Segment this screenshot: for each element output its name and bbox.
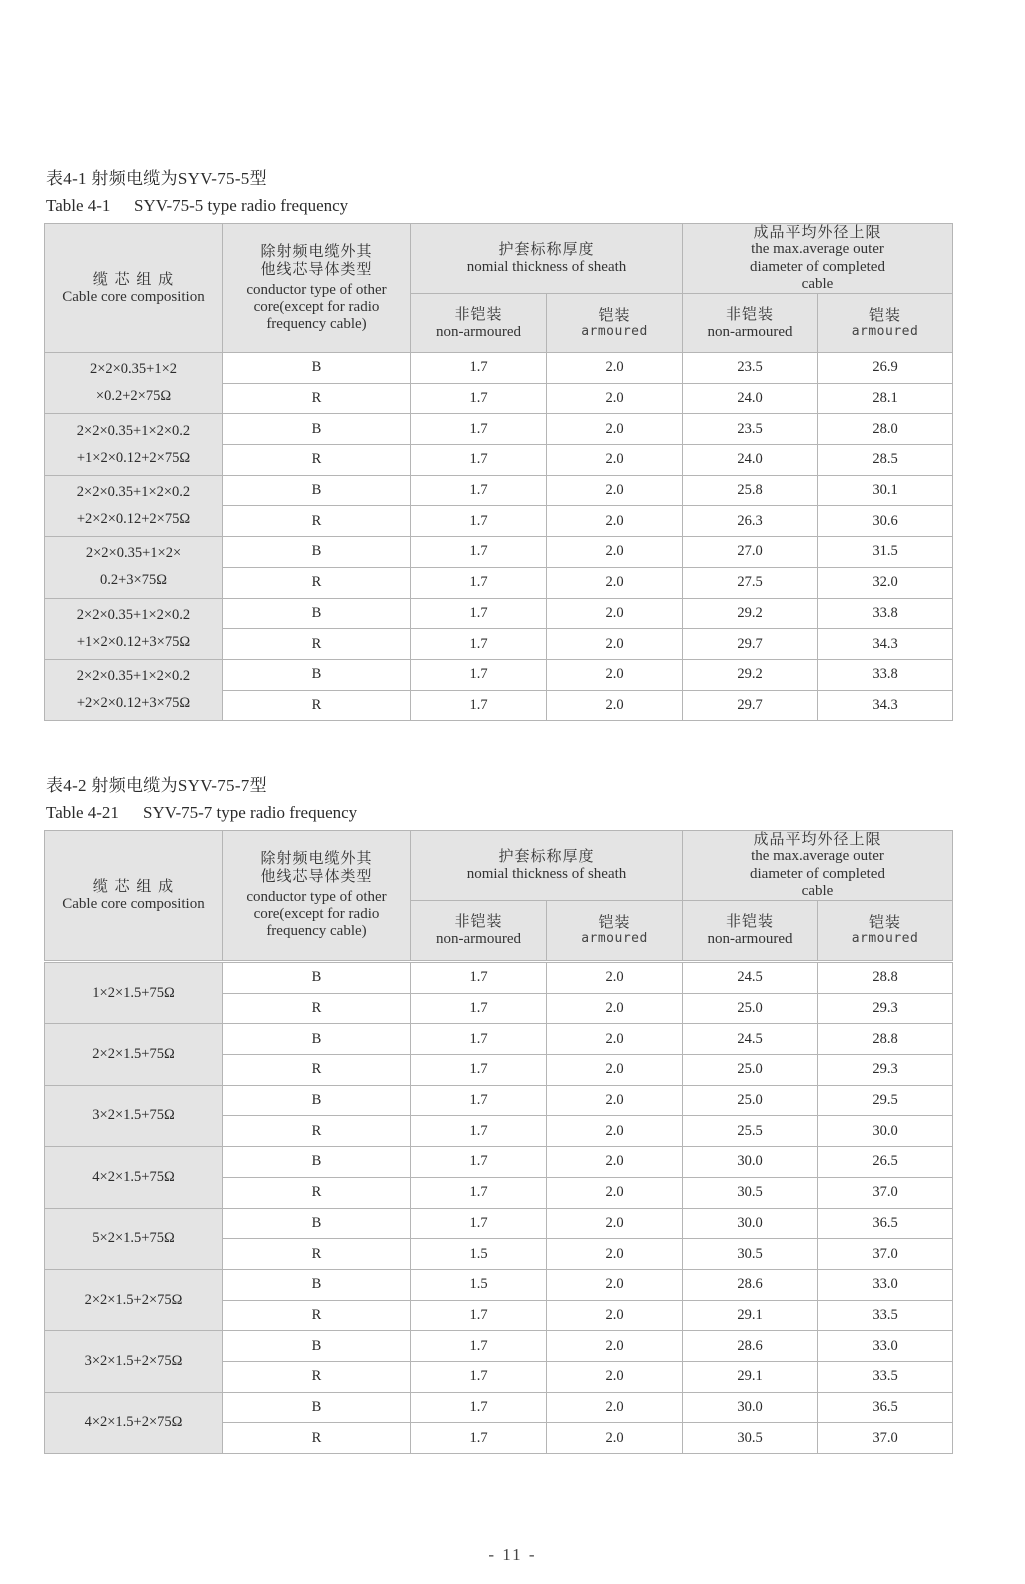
conductor-type-cell: R: [223, 1361, 411, 1392]
core-composition-line: +1×2×0.12+3×75Ω: [76, 633, 191, 650]
sheath-armoured-cell: 2.0: [547, 690, 683, 721]
sheath-armoured-cell: 2.0: [547, 1239, 683, 1270]
header-outer-diameter: 成品平均外径上限 the max.average outer diameter of completed cable: [683, 224, 953, 294]
conductor-type-cell: B: [223, 353, 411, 384]
conductor-type-cell: R: [223, 567, 411, 598]
core-composition-line: 2×2×0.35+1×2: [89, 361, 178, 378]
core-composition-cell: [45, 1085, 223, 1146]
conductor-type-cell: R: [223, 383, 411, 414]
sheath-armoured-cell: 2.0: [547, 353, 683, 384]
core-composition-line: 4×2×1.5+2×75Ω: [84, 1414, 183, 1431]
sheath-nonarmoured-cell: 1.7: [411, 1055, 547, 1086]
diameter-nonarmoured-cell: 25.0: [683, 1085, 818, 1116]
core-composition-line: 5×2×1.5+75Ω: [92, 1230, 175, 1247]
core-composition-cell: [45, 598, 223, 659]
diameter-nonarmoured-cell: 28.6: [683, 1331, 818, 1362]
diameter-armoured-cell: 26.5: [818, 1147, 953, 1178]
sheath-nonarmoured-cell: 1.7: [411, 1300, 547, 1331]
conductor-type-cell: R: [223, 506, 411, 537]
sheath-armoured-cell: 2.0: [547, 629, 683, 660]
conductor-type-cell: B: [223, 598, 411, 629]
core-composition-cell: [45, 659, 223, 720]
diameter-armoured-cell: 29.3: [818, 1055, 953, 1086]
diameter-armoured-cell: 33.8: [818, 598, 953, 629]
diameter-nonarmoured-cell: 24.5: [683, 963, 818, 994]
core-composition-cell: [45, 475, 223, 536]
core-composition-line: 2×2×0.35+1×2×: [85, 545, 182, 562]
diameter-armoured-cell: 30.0: [818, 1116, 953, 1147]
diameter-armoured-cell: 33.0: [818, 1331, 953, 1362]
sheath-armoured-cell: 2.0: [547, 475, 683, 506]
table-row: [45, 659, 953, 690]
table1-caption-en: [46, 196, 348, 216]
diameter-armoured-cell: 33.0: [818, 1269, 953, 1300]
sheath-nonarmoured-cell: 1.7: [411, 475, 547, 506]
diameter-armoured-cell: 28.8: [818, 963, 953, 994]
core-composition-cell: [45, 353, 223, 414]
conductor-type-cell: B: [223, 659, 411, 690]
core-composition-cell: [45, 1147, 223, 1208]
sheath-armoured-cell: 2.0: [547, 1024, 683, 1055]
header-sheath-thickness: 护套标称厚度 nomial thickness of sheath: [411, 831, 683, 901]
table-row: [45, 475, 953, 506]
sheath-nonarmoured-cell: 1.7: [411, 963, 547, 994]
table1-caption-cn: 表4-1 射频电缆为SYV-75-5型: [46, 169, 267, 188]
sheath-nonarmoured-cell: 1.7: [411, 659, 547, 690]
diameter-armoured-cell: 33.8: [818, 659, 953, 690]
sheath-armoured-cell: 2.0: [547, 1116, 683, 1147]
sheath-nonarmoured-cell: 1.7: [411, 690, 547, 721]
diameter-armoured-cell: 33.5: [818, 1300, 953, 1331]
core-composition-line: +2×2×0.12+2×75Ω: [76, 510, 191, 527]
sheath-armoured-cell: 2.0: [547, 1208, 683, 1239]
diameter-nonarmoured-cell: 29.2: [683, 598, 818, 629]
table-row: [45, 353, 953, 384]
diameter-nonarmoured-cell: 29.7: [683, 629, 818, 660]
sheath-nonarmoured-cell: 1.7: [411, 1361, 547, 1392]
core-composition-cell: [45, 1331, 223, 1392]
sheath-armoured-cell: 2.0: [547, 1147, 683, 1178]
sheath-nonarmoured-cell: 1.7: [411, 383, 547, 414]
diameter-nonarmoured-cell: 28.6: [683, 1269, 818, 1300]
table-row: [45, 1392, 953, 1423]
sheath-nonarmoured-cell: 1.7: [411, 445, 547, 476]
conductor-type-cell: R: [223, 1300, 411, 1331]
diameter-armoured-cell: 29.3: [818, 993, 953, 1024]
sheath-nonarmoured-cell: 1.7: [411, 1147, 547, 1178]
header-sheath-armoured: 铠装 armoured: [547, 294, 683, 354]
conductor-type-cell: R: [223, 993, 411, 1024]
sheath-nonarmoured-cell: 1.7: [411, 1116, 547, 1147]
diameter-armoured-cell: 26.9: [818, 353, 953, 384]
sheath-armoured-cell: 2.0: [547, 1085, 683, 1116]
table2-body: [44, 962, 952, 1454]
header-diameter-armoured: 铠装 armoured: [818, 901, 953, 961]
table2-caption-number: Table 4-21: [46, 803, 119, 822]
core-composition-line: 2×2×0.35+1×2×0.2: [76, 422, 191, 439]
sheath-nonarmoured-cell: 1.7: [411, 1177, 547, 1208]
sheath-nonarmoured-cell: 1.7: [411, 1331, 547, 1362]
diameter-armoured-cell: 37.0: [818, 1177, 953, 1208]
sheath-armoured-cell: 2.0: [547, 993, 683, 1024]
sheath-armoured-cell: 2.0: [547, 1361, 683, 1392]
diameter-nonarmoured-cell: 27.0: [683, 537, 818, 568]
conductor-type-cell: B: [223, 1024, 411, 1055]
core-composition-cell: [45, 1208, 223, 1269]
sheath-nonarmoured-cell: 1.7: [411, 506, 547, 537]
core-composition-line: 1×2×1.5+75Ω: [92, 984, 175, 1001]
diameter-nonarmoured-cell: 29.2: [683, 659, 818, 690]
table-row: [45, 598, 953, 629]
table-row: [45, 1147, 953, 1178]
diameter-armoured-cell: 30.1: [818, 475, 953, 506]
diameter-nonarmoured-cell: 25.5: [683, 1116, 818, 1147]
diameter-armoured-cell: 30.6: [818, 506, 953, 537]
sheath-nonarmoured-cell: 1.7: [411, 993, 547, 1024]
diameter-nonarmoured-cell: 25.0: [683, 1055, 818, 1086]
diameter-nonarmoured-cell: 25.0: [683, 993, 818, 1024]
diameter-nonarmoured-cell: 24.5: [683, 1024, 818, 1055]
diameter-nonarmoured-cell: 30.0: [683, 1392, 818, 1423]
diameter-nonarmoured-cell: 24.0: [683, 383, 818, 414]
diameter-armoured-cell: 28.5: [818, 445, 953, 476]
sheath-nonarmoured-cell: 1.7: [411, 353, 547, 384]
diameter-nonarmoured-cell: 29.1: [683, 1361, 818, 1392]
diameter-nonarmoured-cell: 27.5: [683, 567, 818, 598]
table2-caption-en: [46, 803, 357, 823]
table2-header: [44, 830, 952, 961]
sheath-armoured-cell: 2.0: [547, 1423, 683, 1454]
diameter-armoured-cell: 28.8: [818, 1024, 953, 1055]
conductor-type-cell: B: [223, 963, 411, 994]
table-row: [45, 537, 953, 568]
diameter-armoured-cell: 34.3: [818, 690, 953, 721]
table-row: [45, 1331, 953, 1362]
table-row: [45, 414, 953, 445]
table1-caption-title: SYV-75-5 type radio frequency: [134, 196, 349, 215]
diameter-armoured-cell: 34.3: [818, 629, 953, 660]
diameter-armoured-cell: 31.5: [818, 537, 953, 568]
sheath-nonarmoured-cell: 1.7: [411, 598, 547, 629]
table-row: [45, 1269, 953, 1300]
diameter-armoured-cell: 28.1: [818, 383, 953, 414]
header-core-composition: 缆 芯 组 成 Cable core composition: [45, 224, 223, 354]
header-core-composition: 缆 芯 组 成 Cable core composition: [45, 831, 223, 961]
diameter-nonarmoured-cell: 30.5: [683, 1177, 818, 1208]
diameter-nonarmoured-cell: 29.7: [683, 690, 818, 721]
core-composition-line: 0.2+3×75Ω: [99, 572, 167, 589]
core-composition-line: +1×2×0.12+2×75Ω: [76, 449, 191, 466]
diameter-nonarmoured-cell: 26.3: [683, 506, 818, 537]
conductor-type-cell: B: [223, 1208, 411, 1239]
sheath-nonarmoured-cell: 1.7: [411, 1024, 547, 1055]
diameter-nonarmoured-cell: 23.5: [683, 414, 818, 445]
table1-body: [44, 352, 952, 721]
conductor-type-cell: B: [223, 1085, 411, 1116]
diameter-nonarmoured-cell: 30.5: [683, 1239, 818, 1270]
core-composition-line: 2×2×0.35+1×2×0.2: [76, 483, 191, 500]
core-composition-cell: [45, 1024, 223, 1085]
sheath-nonarmoured-cell: 1.7: [411, 1208, 547, 1239]
sheath-nonarmoured-cell: 1.7: [411, 414, 547, 445]
core-composition-cell: [45, 1269, 223, 1330]
header-outer-diameter: 成品平均外径上限 the max.average outer diameter of completed cable: [683, 831, 953, 901]
diameter-armoured-cell: 28.0: [818, 414, 953, 445]
header-sheath-armoured: 铠装 armoured: [547, 901, 683, 961]
conductor-type-cell: R: [223, 690, 411, 721]
conductor-type-cell: R: [223, 1423, 411, 1454]
header-conductor-type: 除射频电缆外其他线芯导体类型 conductor type of other core(except for radio frequency cable): [223, 224, 411, 354]
diameter-armoured-cell: 32.0: [818, 567, 953, 598]
sheath-armoured-cell: 2.0: [547, 383, 683, 414]
sheath-armoured-cell: 2.0: [547, 567, 683, 598]
sheath-armoured-cell: 2.0: [547, 1269, 683, 1300]
header-diameter-nonarmoured: 非铠装 non-armoured: [683, 901, 818, 961]
sheath-nonarmoured-cell: 1.7: [411, 629, 547, 660]
conductor-type-cell: R: [223, 1177, 411, 1208]
core-composition-line: 2×2×1.5+75Ω: [92, 1046, 175, 1063]
sheath-armoured-cell: 2.0: [547, 659, 683, 690]
conductor-type-cell: B: [223, 1147, 411, 1178]
sheath-armoured-cell: 2.0: [547, 414, 683, 445]
sheath-nonarmoured-cell: 1.7: [411, 1085, 547, 1116]
diameter-nonarmoured-cell: 29.1: [683, 1300, 818, 1331]
sheath-nonarmoured-cell: 1.7: [411, 1423, 547, 1454]
sheath-armoured-cell: 2.0: [547, 506, 683, 537]
diameter-nonarmoured-cell: 30.0: [683, 1208, 818, 1239]
diameter-nonarmoured-cell: 30.0: [683, 1147, 818, 1178]
table2-caption-cn: 表4-2 射频电缆为SYV-75-7型: [46, 776, 267, 795]
header-sheath-thickness: 护套标称厚度 nomial thickness of sheath: [411, 224, 683, 294]
header-sheath-nonarmoured: 非铠装 non-armoured: [411, 294, 547, 354]
diameter-armoured-cell: 36.5: [818, 1208, 953, 1239]
core-composition-cell: [45, 414, 223, 475]
core-composition-line: 2×2×0.35+1×2×0.2: [76, 606, 191, 623]
sheath-nonarmoured-cell: 1.7: [411, 1392, 547, 1423]
header-diameter-nonarmoured: 非铠装 non-armoured: [683, 294, 818, 354]
sheath-nonarmoured-cell: 1.7: [411, 567, 547, 598]
header-sheath-nonarmoured: 非铠装 non-armoured: [411, 901, 547, 961]
sheath-armoured-cell: 2.0: [547, 1300, 683, 1331]
table2-caption-title: SYV-75-7 type radio frequency: [143, 803, 358, 822]
conductor-type-cell: B: [223, 1392, 411, 1423]
conductor-type-cell: B: [223, 414, 411, 445]
conductor-type-cell: R: [223, 1055, 411, 1086]
sheath-armoured-cell: 2.0: [547, 1055, 683, 1086]
core-composition-line: 4×2×1.5+75Ω: [92, 1168, 175, 1185]
diameter-armoured-cell: 33.5: [818, 1361, 953, 1392]
sheath-nonarmoured-cell: 1.5: [411, 1239, 547, 1270]
core-composition-line: ×0.2+2×75Ω: [95, 388, 172, 405]
table1-caption-number: Table 4-1: [46, 196, 111, 215]
diameter-nonarmoured-cell: 30.5: [683, 1423, 818, 1454]
sheath-armoured-cell: 2.0: [547, 537, 683, 568]
sheath-armoured-cell: 2.0: [547, 598, 683, 629]
sheath-armoured-cell: 2.0: [547, 445, 683, 476]
table-row: [45, 1085, 953, 1116]
sheath-nonarmoured-cell: 1.7: [411, 537, 547, 568]
core-composition-cell: [45, 1392, 223, 1453]
sheath-nonarmoured-cell: 1.5: [411, 1269, 547, 1300]
table-row: [45, 963, 953, 994]
diameter-armoured-cell: 37.0: [818, 1239, 953, 1270]
conductor-type-cell: R: [223, 1116, 411, 1147]
core-composition-cell: [45, 537, 223, 598]
diameter-armoured-cell: 37.0: [818, 1423, 953, 1454]
conductor-type-cell: R: [223, 629, 411, 660]
core-composition-line: 3×2×1.5+2×75Ω: [84, 1352, 183, 1369]
conductor-type-cell: B: [223, 475, 411, 506]
conductor-type-cell: R: [223, 445, 411, 476]
core-composition-cell: [45, 963, 223, 1024]
header-conductor-type: 除射频电缆外其他线芯导体类型 conductor type of other core(except for radio frequency cable): [223, 831, 411, 961]
conductor-type-cell: B: [223, 1331, 411, 1362]
core-composition-line: +2×2×0.12+3×75Ω: [76, 695, 191, 712]
core-composition-line: 3×2×1.5+75Ω: [92, 1107, 175, 1124]
diameter-nonarmoured-cell: 23.5: [683, 353, 818, 384]
conductor-type-cell: B: [223, 537, 411, 568]
sheath-armoured-cell: 2.0: [547, 1177, 683, 1208]
core-composition-line: 2×2×0.35+1×2×0.2: [76, 668, 191, 685]
conductor-type-cell: R: [223, 1239, 411, 1270]
core-composition-line: 2×2×1.5+2×75Ω: [84, 1291, 183, 1308]
diameter-armoured-cell: 29.5: [818, 1085, 953, 1116]
header-diameter-armoured: 铠装 armoured: [818, 294, 953, 354]
table-row: [45, 1024, 953, 1055]
diameter-armoured-cell: 36.5: [818, 1392, 953, 1423]
table-row: [45, 1208, 953, 1239]
sheath-armoured-cell: 2.0: [547, 1331, 683, 1362]
table1-header: [44, 223, 952, 354]
sheath-armoured-cell: 2.0: [547, 1392, 683, 1423]
diameter-nonarmoured-cell: 25.8: [683, 475, 818, 506]
conductor-type-cell: B: [223, 1269, 411, 1300]
page-number: - 11 -: [488, 1545, 537, 1564]
sheath-armoured-cell: 2.0: [547, 963, 683, 994]
diameter-nonarmoured-cell: 24.0: [683, 445, 818, 476]
